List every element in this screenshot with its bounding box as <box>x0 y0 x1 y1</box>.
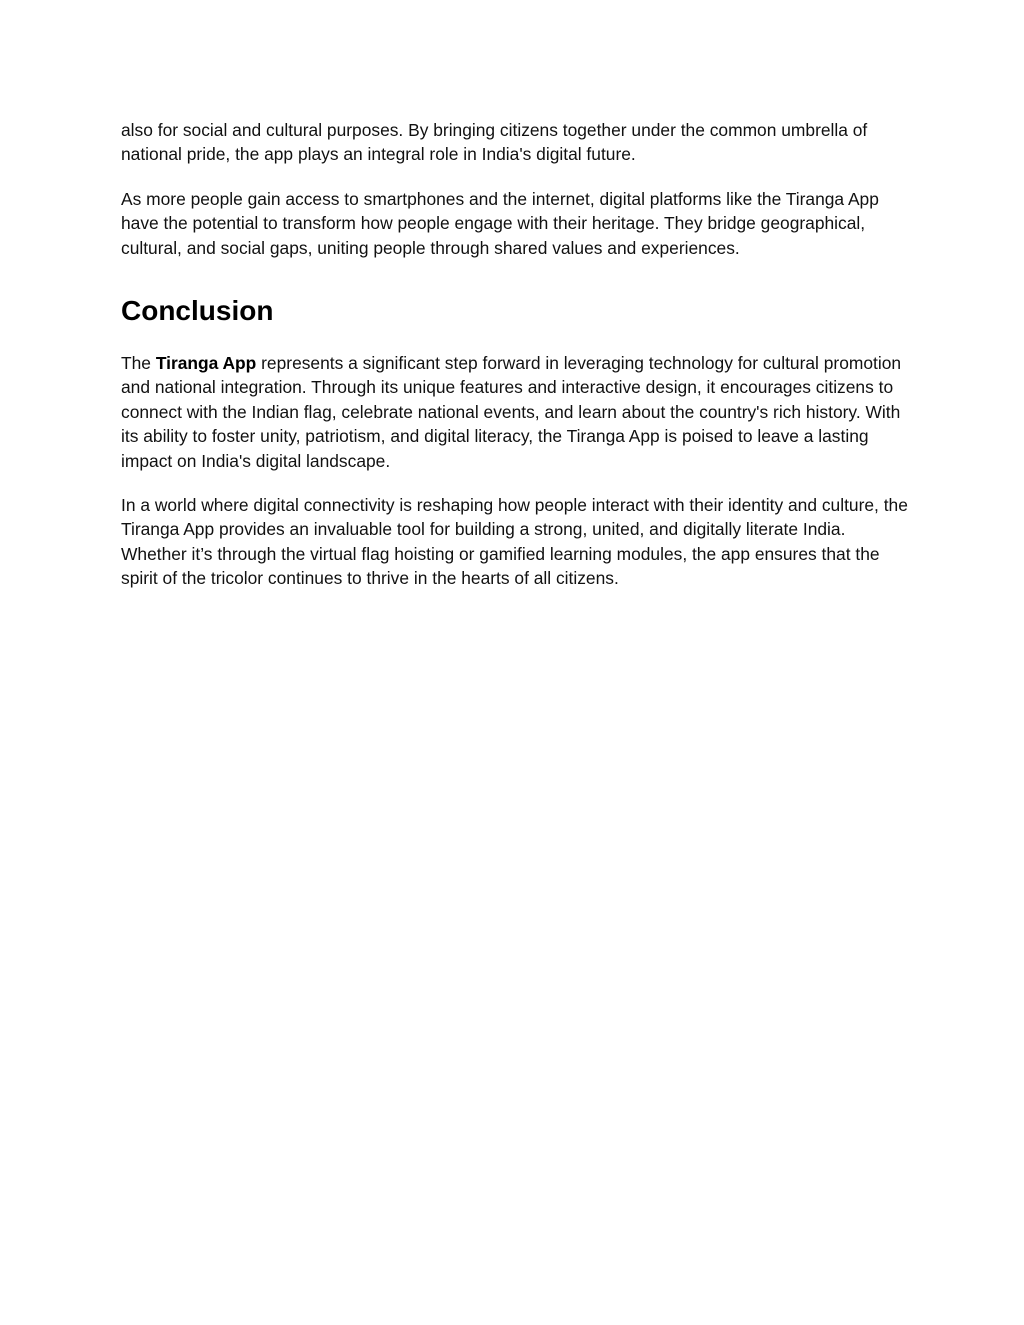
paragraph-social-cultural: also for social and cultural purposes. By bringing citizens together under the common umbrella of national pride, the app plays an integral role in India's digital future. <box>121 120 868 165</box>
document-page <box>121 118 911 591</box>
paragraph-conclusion-prefix: The <box>121 353 156 374</box>
section-heading-conclusion: Conclusion <box>121 295 274 327</box>
bold-app-name: Tiranga App <box>155 353 257 374</box>
paragraph-smartphones: As more people gain access to smartphones and the internet, digital platforms like the Tiranga App have the potential to transform how people engage with their heritage. They bridge geographical, cultural, and social gaps, uniting people through shared values and experiences. <box>121 188 879 258</box>
paragraph-digital-connectivity: In a world where digital connectivity is reshaping how people interact with their identity and culture, the Tiranga App provides an invaluable tool for building a strong, united, and digitally literate India. Whether it’s through the virtual flag hoisting or gamified learning modules, the app ensures that the spirit of the tricolor continues to thrive in the hearts of all citizens. <box>121 495 908 589</box>
paragraph-conclusion <box>121 351 911 473</box>
paragraph-conclusion-body: represents a significant step forward in leveraging technology for cultural promotion and national integration. Through its unique features and interactive design, it encourages citizens to connect with the Indian flag, celebrate national events, and learn about the country's rich history. With its ability to foster unity, patriotism, and digital literacy, the Tiranga App is poised to leave a lasting impact on India's digital landscape. <box>121 353 902 471</box>
